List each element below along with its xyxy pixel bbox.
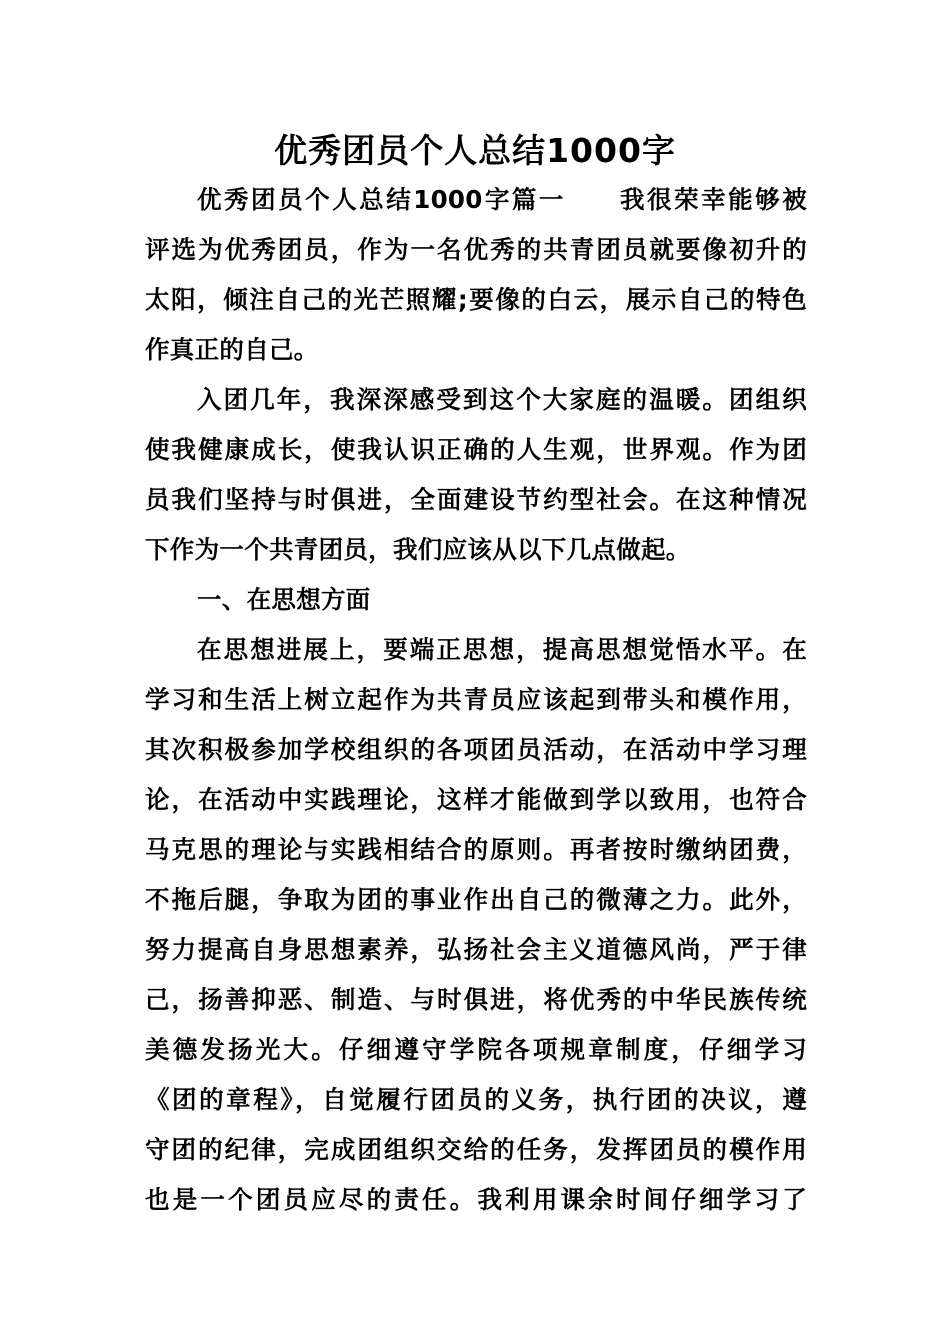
paragraph-line: 太阳，倾注自己的光芒照耀;要像的白云，展示自己的特色: [145, 285, 807, 314]
paragraph-line: 作真正的自己。: [145, 335, 319, 364]
paragraph-line: 评选为优秀团员，作为一名优秀的共青团员就要像初升的: [145, 235, 807, 264]
paragraph-line: 在思想进展上，要端正思想，提高思想觉悟水平。在: [197, 635, 807, 664]
paragraph-line: 下作为一个共青团员，我们应该从以下几点做起。: [145, 535, 691, 564]
paragraph-line: 《团的章程》，自觉履行团员的义务，执行团的决议，遵: [145, 1085, 807, 1114]
section-heading: 一、在思想方面: [197, 585, 371, 614]
paragraph-line: 不拖后腿，争取为团的事业作出自己的微薄之力。此外，: [145, 885, 807, 914]
document-title: 优秀团员个人总结1000字: [274, 131, 676, 170]
paragraph-line: 使我健康成长，使我认识正确的人生观，世界观。作为团: [145, 435, 807, 464]
paragraph-line: 论，在活动中实践理论，这样才能做到学以致用，也符合: [145, 785, 807, 814]
paragraph-line: 学习和生活上树立起作为共青员应该起到带头和模作用，: [145, 685, 807, 714]
paragraph-line: 努力提高自身思想素养，弘扬社会主义道德风尚，严于律: [145, 935, 807, 964]
paragraph-line: 美德发扬光大。仔细遵守学院各项规章制度，仔细学习: [145, 1035, 807, 1064]
paragraph-line: 员我们坚持与时俱进，全面建设节约型社会。在这种情况: [145, 485, 807, 514]
paragraph-line: 马克思的理论与实践相结合的原则。再者按时缴纳团费，: [145, 835, 807, 864]
paragraph-line: 守团的纪律，完成团组织交给的任务，发挥团员的模作用: [145, 1135, 807, 1164]
paragraph-line: 其次积极参加学校组织的各项团员活动，在活动中学习理: [145, 735, 807, 764]
paragraph-line: 己，扬善抑恶、制造、与时俱进，将优秀的中华民族传统: [145, 985, 807, 1014]
paragraph-line: 优秀团员个人总结1000字篇一 我很荣幸能够被: [197, 185, 807, 214]
paragraph-line: 入团几年，我深深感受到这个大家庭的温暖。团组织: [197, 385, 807, 414]
paragraph-line: 也是一个团员应尽的责任。我利用课余时间仔细学习了: [145, 1185, 807, 1214]
